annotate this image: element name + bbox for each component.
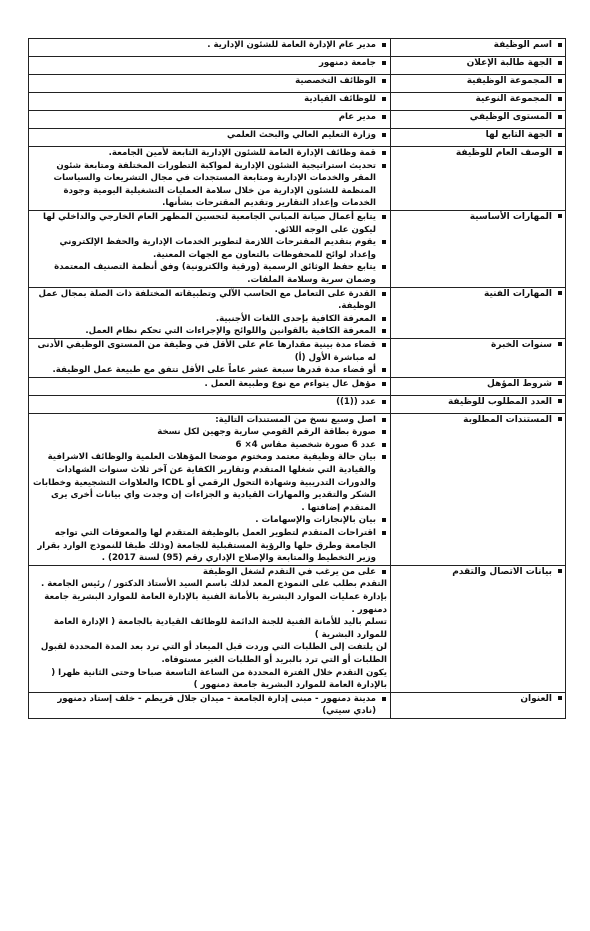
table-row [29, 75, 566, 93]
row-label: شروط المؤهل [391, 377, 566, 395]
table-row [29, 147, 566, 211]
row-value: اصل وسيع نسخ من المستندات التالية: صورة بطاقة الرقم القومي سارية وجهين لكل نسخة عدد 6 صورة شخصية مقاس 4× 6 بيان حالة وظيفية معتمد ومختوم موضحا المؤهلات العلمية والوظائف الاشرافية والقيادية التي شغلها المتقدم وتقارير الكفاية عن آخر ثلاث سنوات الشهادات والدورات التدريبية وشهادة التحول الرقمي أو ICDL والعلاوات التشجيعية وخطابات الشكر والتقدير والمهارات القيادية و الجزاءات إن وجدت واي بيانات أخرى يرى المتقدم إضافتها . بيان بالإنجازات والإسهامات . اقتراحات المتقدم لتطوير العمل بالوظيفة المتقدم لها والمعوقات التي تواجه الجامعة وطرق حلها والرؤية المستقبلية للجامعة (وذلك طبقا للنموذج الوارد بقرار وزير التخطيط والمتابعة والإصلاح الإداري رقم (95) لسنة 2017) . [29, 413, 391, 565]
table-row [29, 395, 566, 413]
row-value: القدرة على التعامل مع الحاسب الآلي وتطبيقاته المختلفة ذات الصلة بمجال عمل الوظيفة. المعرفة الكافية بإحدى اللغات الأجنبية. المعرفة الكافية بالقوانين واللوائح والإجراءات التي تحكم نظام العمل. [29, 287, 391, 338]
row-label: الوصف العام للوظيفة [391, 147, 566, 211]
row-value: قمة وظائف الإدارة العامة للشئون الإدارية التابعة لأمين الجامعة. تحديث استراتيجية الشئون الإدارية لمواكبة التطورات المختلفة ومتابعة شئون المقر والخدمات الإدارية ومتابعة المستجدات في مجال التشريعات والسياسات المنظمة للشئون الإدارية من خلال سلامة العمليات التشغيلية اليومية وجودة الخدمات وإعداد التقارير وتقديم المقترحات بشأنها. [29, 147, 391, 211]
row-value: للوظائف القيادية [29, 93, 391, 111]
table-row [29, 39, 566, 57]
row-label: سنوات الخبرة [391, 338, 566, 377]
table-row [29, 210, 566, 287]
row-label: المستندات المطلوبة [391, 413, 566, 565]
row-value: وزارة التعليم العالي والبحث العلمي [29, 129, 391, 147]
row-value: مؤهل عال يتواءم مع نوع وطبيعة العمل . [29, 377, 391, 395]
table-row [29, 413, 566, 565]
table-row [29, 57, 566, 75]
row-label: الجهة طالبة الإعلان [391, 57, 566, 75]
table-row [29, 111, 566, 129]
table-row [29, 93, 566, 111]
row-value: قضاء مدة بينية مقدارها عام على الأقل في وظيفة من المستوى الوظيفي الأدنى له مباشرة الأول (أ) أو قضاء مدة قدرها سبعة عشر عاماً على الأقل تتفق مع طبيعة عمل الوظيفة. [29, 338, 391, 377]
job-announcement-document [28, 38, 566, 719]
row-label: الجهة التابع لها [391, 129, 566, 147]
job-details-table [28, 38, 566, 719]
table-row [29, 692, 566, 718]
row-label: المستوى الوظيفي [391, 111, 566, 129]
row-label: المهارات الأساسية [391, 210, 566, 287]
table-row [29, 287, 566, 338]
table-row [29, 377, 566, 395]
row-label: اسم الوظيفة [391, 39, 566, 57]
row-label: بيانات الاتصال والتقدم [391, 565, 566, 692]
row-label: العنوان [391, 692, 566, 718]
row-value: مدينة دمنهور - مبنى إدارة الجامعة - ميدان جلال قريطم - خلف إستاد دمنهور (نادي سيتي) [29, 692, 391, 718]
row-value: على من يرغب في التقدم لشغل الوظيفة التقدم بطلب على النموذج المعد لذلك باسم السيد الأستاذ الدكتور / رئيس الجامعة . بإدارة عمليات الموارد البشرية بالأمانة الفنية بالإدارة العامة للموارد البشرية جامعة دمنهور . تسلم باليد للأمانة الفنية للجنة الدائمة للوظائف القيادية بالجامعة ( الإدارة العامة للموارد البشرية ) لن يلتفت إلى الطلبات التي وردت قبل الميعاد أو التي ترد بعد المدة المحددة لقبول الطلبات أو التي ترد بالبريد أو الطلبات الغير مستوفاه. يكون التقدم خلال الفترة المحددة من الساعة التاسعة صباحا وحتى الثانية ظهرا ( بالإدارة العامة للموارد البشرية جامعة دمنهور ) [29, 565, 391, 692]
row-value: يتابع أعمال صيانة المباني الجامعية لتحسين المظهر العام الخارجي والداخلي لها ليكون على الوجه اللائق. يقوم بتقديم المقترحات اللازمة لتطوير الخدمات الإدارية والحفظ الإلكتروني وإعداد لوائح للمحفوظات بالتعاون مع الجهات المعنية. يتابع حفظ الوثائق الرسمية (ورقية والكترونية) وفق أنظمة التصنيف المعتمدة وضمان سرية وسلامة الملفات. [29, 210, 391, 287]
row-value: الوظائف التخصصية [29, 75, 391, 93]
row-value: عدد ((1)) [29, 395, 391, 413]
row-value: مدير عام الإدارة العامة للشئون الإدارية . [29, 39, 391, 57]
table-row [29, 129, 566, 147]
row-value: جامعة دمنهور [29, 57, 391, 75]
row-label: العدد المطلوب للوظيفة [391, 395, 566, 413]
row-label: المجموعة النوعية [391, 93, 566, 111]
table-row [29, 338, 566, 377]
table-row [29, 565, 566, 692]
row-value: مدير عام [29, 111, 391, 129]
row-label: المجموعة الوظيفية [391, 75, 566, 93]
row-label: المهارات الفنية [391, 287, 566, 338]
